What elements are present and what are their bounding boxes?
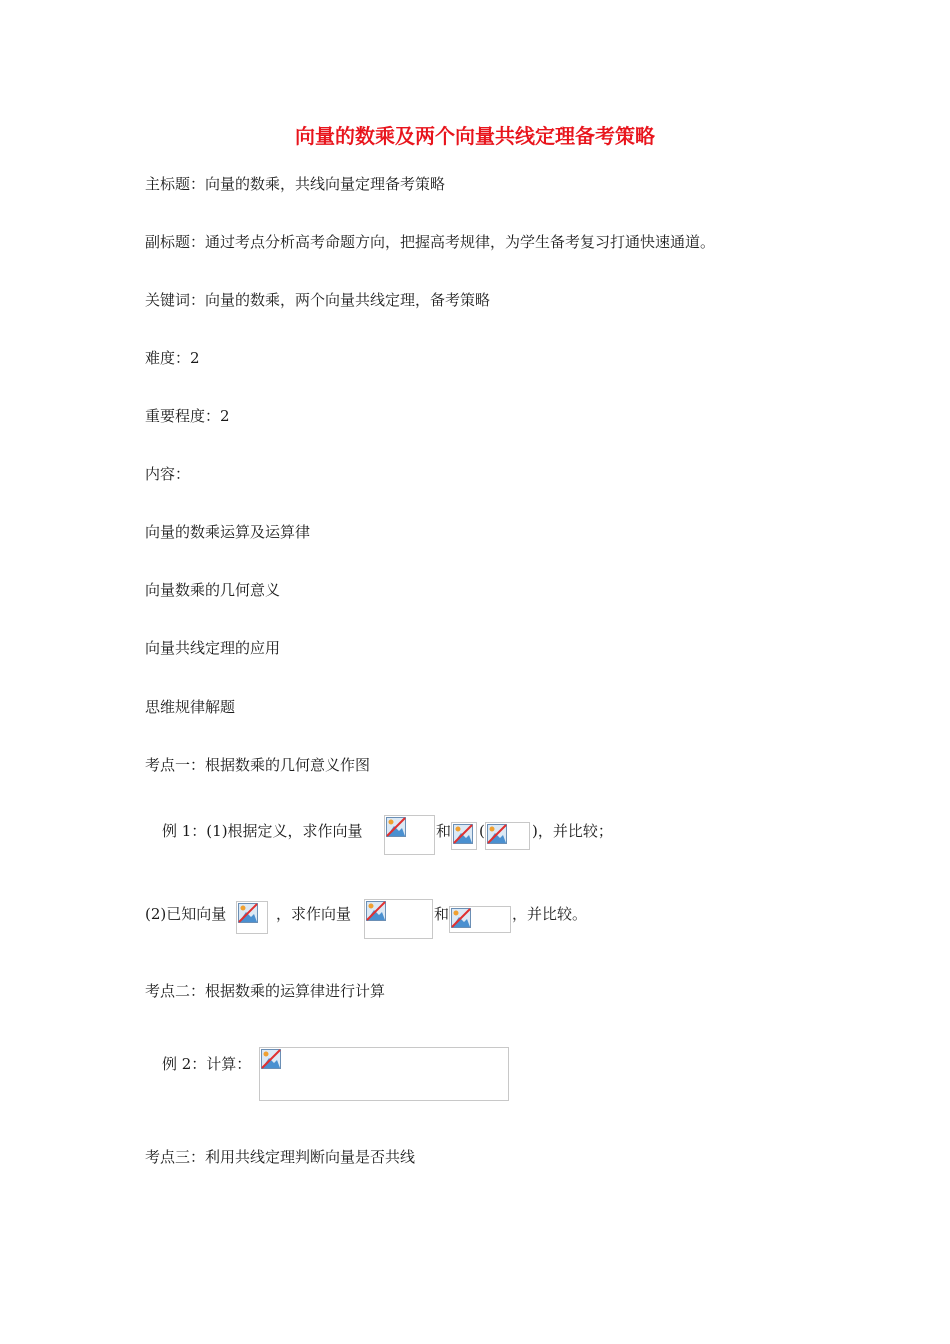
topic-item: 向量共线定理的应用 <box>145 639 281 657</box>
example-1-prefix: 例 1：(1)根据定义，求作向量 <box>162 822 363 840</box>
example-2-label: 例 2：计算： <box>162 1055 252 1073</box>
example-1-and: 和 <box>436 822 452 840</box>
formula-image <box>485 822 530 850</box>
formula-image <box>449 906 511 933</box>
example-1b-suffix: ，并比较。 <box>512 905 588 923</box>
difficulty-line: 难度：2 <box>145 349 200 367</box>
formula-image <box>236 901 268 934</box>
broken-image-icon <box>451 908 471 928</box>
content-label: 内容： <box>145 465 191 483</box>
example-1b-prefix: (2)已知向量 <box>145 905 227 923</box>
exam-point-1: 考点一：根据数乘的几何意义作图 <box>145 756 371 774</box>
broken-image-icon <box>238 903 258 923</box>
broken-image-icon <box>386 817 406 837</box>
exam-point-2: 考点二：根据数乘的运算律进行计算 <box>145 982 386 1000</box>
main-title-line: 主标题：向量的数乘，共线向量定理备考策略 <box>145 175 446 193</box>
topic-item: 向量的数乘运算及运算律 <box>145 523 311 541</box>
broken-image-icon <box>261 1049 281 1069</box>
example-1b-and: 和 <box>434 905 450 923</box>
broken-image-icon <box>487 824 507 844</box>
example-1-suffix: )，并比较； <box>532 822 613 840</box>
subtitle-line: 副标题：通过考点分析高考命题方向，把握高考规律，为学生备考复习打通快速通道。 <box>145 233 716 251</box>
importance-line: 重要程度：2 <box>145 407 230 425</box>
document-title: 向量的数乘及两个向量共线定理备考策略 <box>295 124 655 148</box>
keywords-line: 关键词：向量的数乘，两个向量共线定理，备考策略 <box>145 291 491 309</box>
formula-image <box>384 815 435 855</box>
formula-image <box>451 822 477 850</box>
example-1-paren: ( <box>479 822 485 840</box>
broken-image-icon <box>453 824 473 844</box>
example-1b-mid: ，求作向量 <box>276 905 352 923</box>
formula-image <box>364 899 433 939</box>
exam-point-3: 考点三：利用共线定理判断向量是否共线 <box>145 1148 416 1166</box>
broken-image-icon <box>366 901 386 921</box>
topic-item: 思维规律解题 <box>145 698 236 716</box>
topic-item: 向量数乘的几何意义 <box>145 581 281 599</box>
formula-image <box>259 1047 509 1101</box>
